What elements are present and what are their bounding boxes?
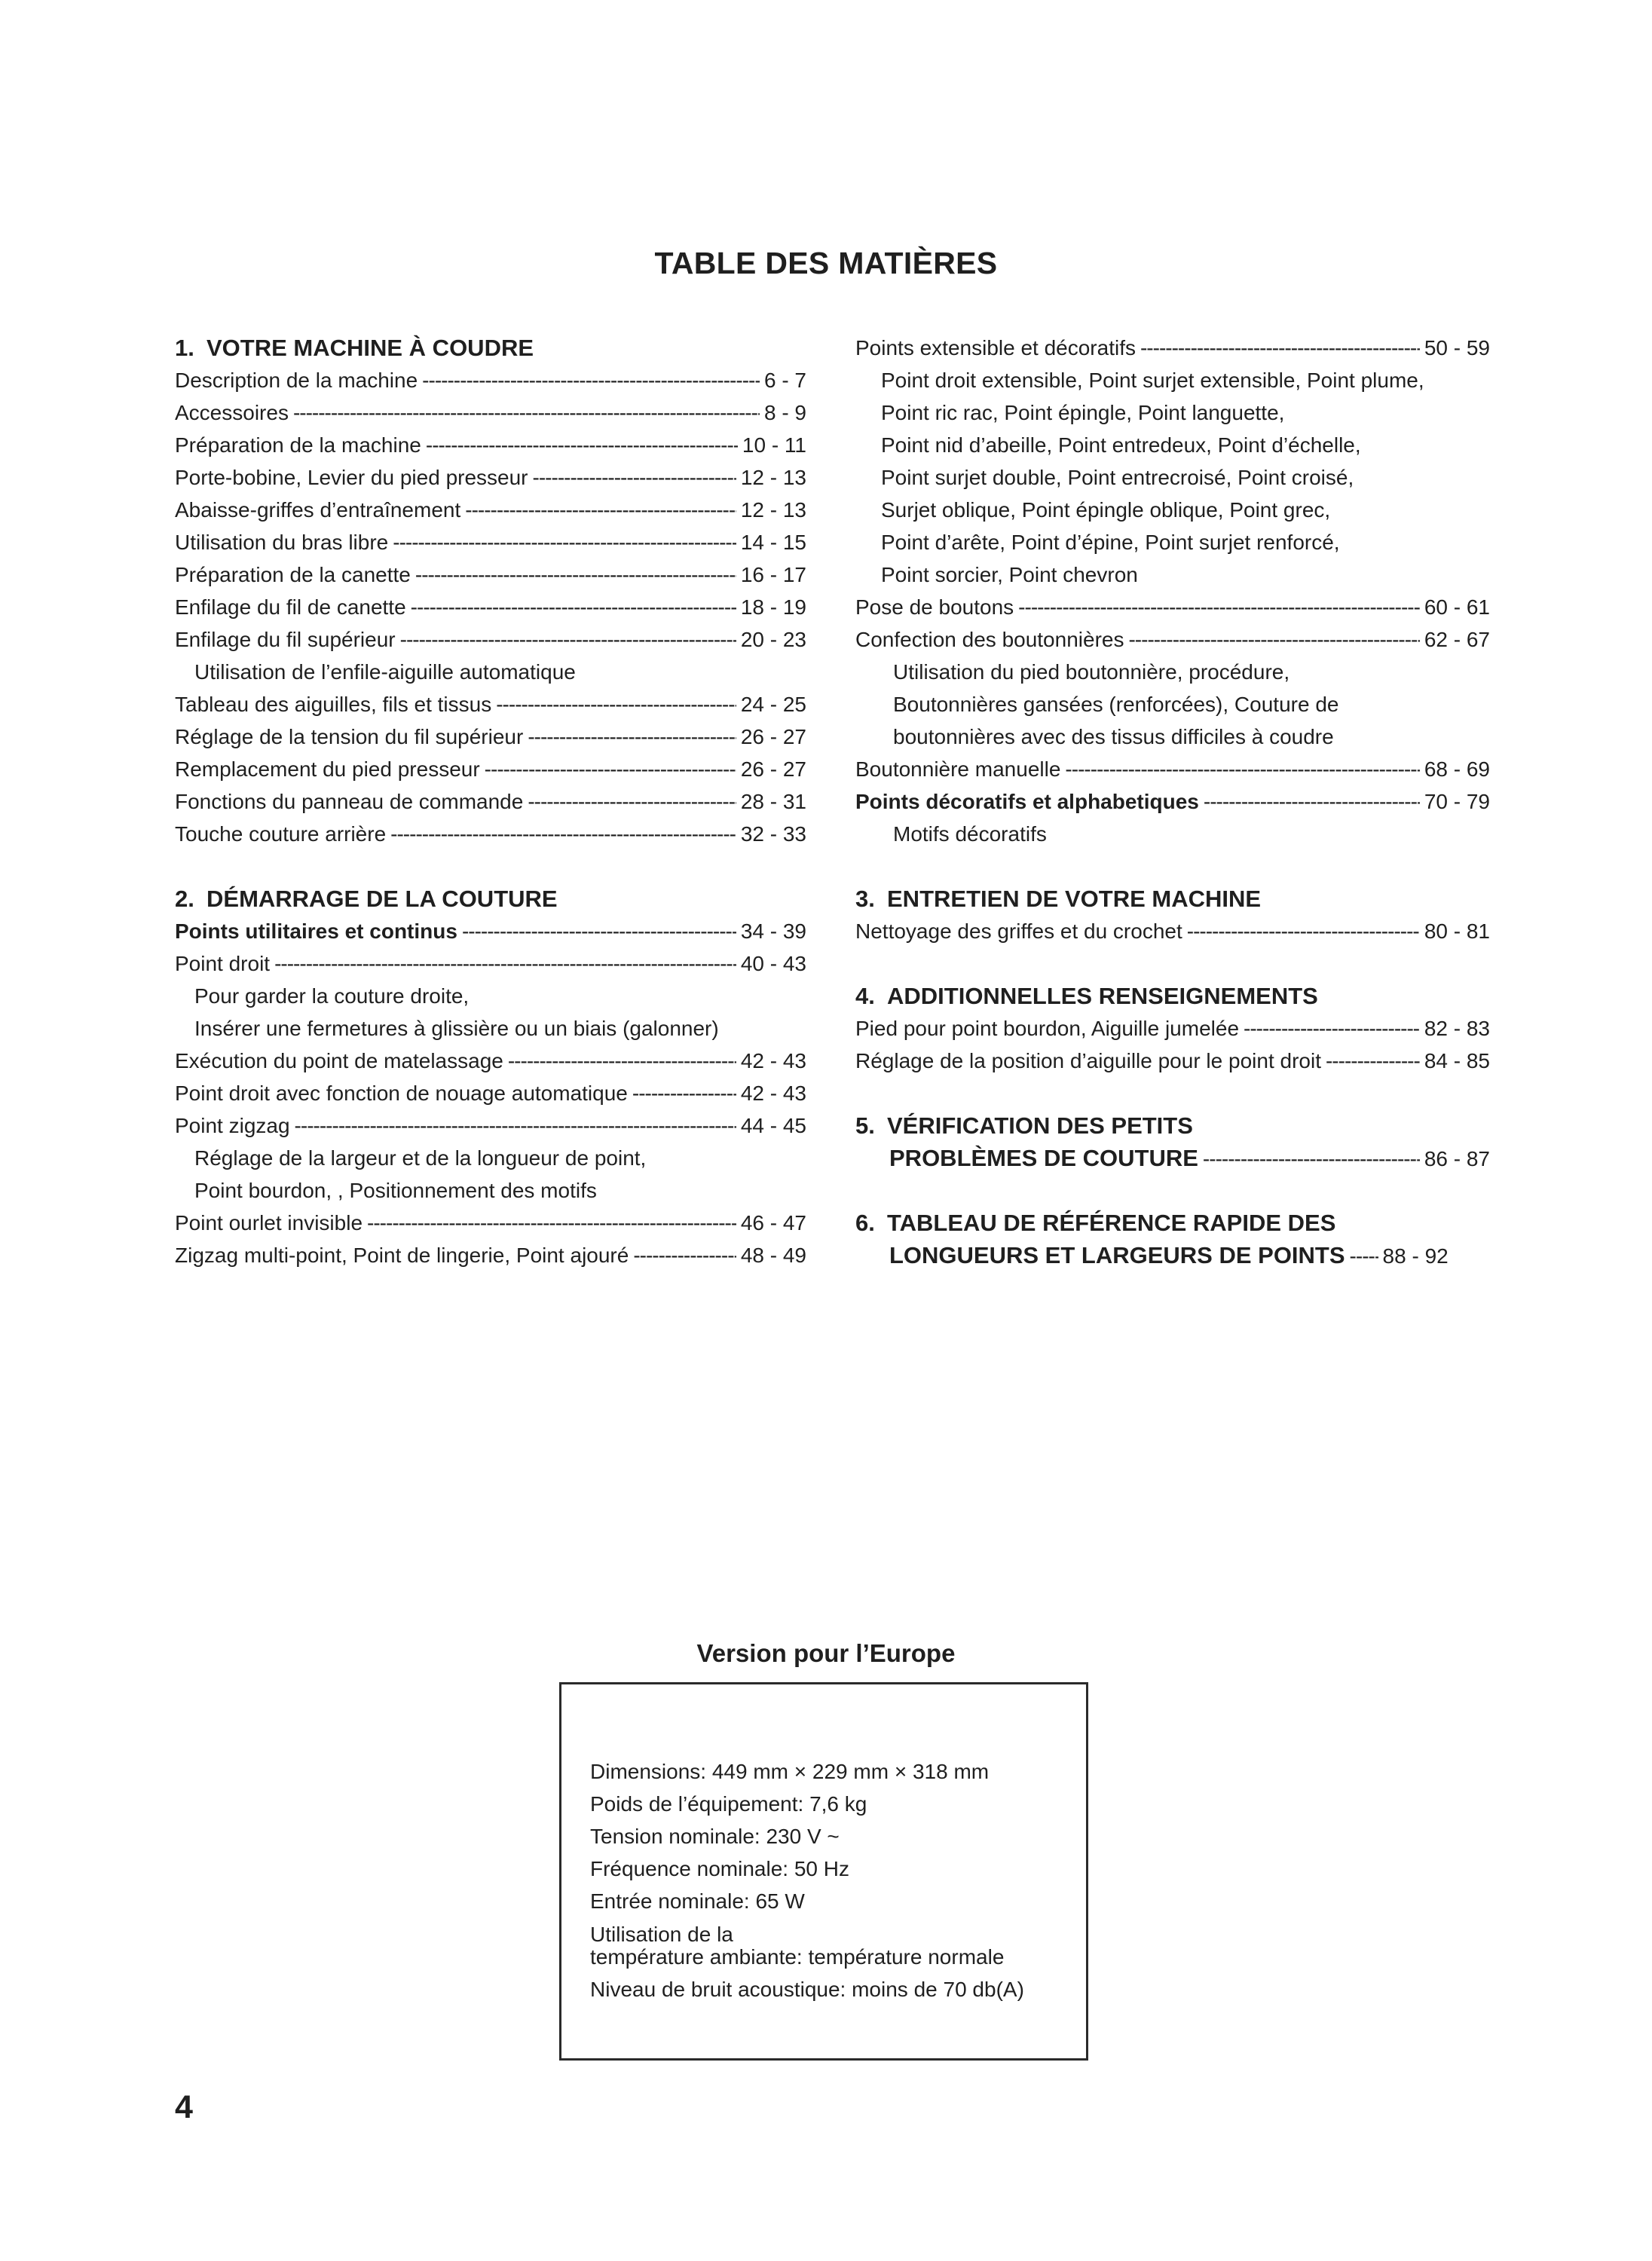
toc-entry[interactable] [175, 721, 806, 753]
subentry-text: Point surjet double, Point entrecroisé, Point croisé, [881, 466, 1354, 489]
entry-title: Touche couture arrière [175, 822, 387, 846]
entry-title: Tableau des aiguilles, fils et tissus [175, 693, 492, 716]
dot-leader [1350, 1240, 1378, 1271]
spacer [855, 850, 1490, 883]
subentry-text: Point sorcier, Point chevron [881, 563, 1138, 586]
spacer [855, 1174, 1490, 1207]
subentry-text: Insérer une fermetures à glissière ou un biais (galonner) [194, 1017, 719, 1040]
toc-entry[interactable] [855, 915, 1490, 947]
entry-pages: 82 - 83 [1424, 1017, 1490, 1040]
spec-noise: Niveau de bruit acoustique: moins de 70 db(A) [590, 1978, 1024, 2001]
entry-pages: 86 - 87 [1424, 1147, 1490, 1170]
entry-title: Utilisation du bras libre [175, 531, 389, 554]
toc-subentry [855, 526, 1490, 558]
spec-box [559, 1682, 1088, 2061]
dot-leader [1140, 332, 1420, 364]
entry-pages: 46 - 47 [740, 1211, 806, 1235]
entry-title: Préparation de la canette [175, 563, 411, 586]
toc-subentry [175, 1142, 806, 1174]
toc-entry[interactable] [175, 526, 806, 558]
spacer [855, 947, 1490, 980]
entry-title: Point zigzag [175, 1114, 290, 1137]
entry-pages: 26 - 27 [740, 725, 806, 748]
dot-leader [633, 1239, 736, 1271]
toc-entry[interactable] [855, 785, 1490, 818]
toc-entry[interactable] [175, 396, 806, 429]
entry-pages: 62 - 67 [1424, 628, 1490, 651]
dot-leader [465, 494, 736, 526]
dot-leader [1326, 1045, 1420, 1077]
toc-subentry [175, 1174, 806, 1207]
dot-leader [426, 429, 738, 461]
entry-pages: 34 - 39 [740, 919, 806, 943]
dot-leader [411, 591, 736, 623]
section-3-heading [855, 883, 1490, 915]
toc-subentry [855, 688, 1490, 721]
entry-title: Points extensible et décoratifs [855, 336, 1136, 359]
entry-title: Zigzag multi-point, Point de lingerie, Point ajouré [175, 1244, 629, 1267]
toc-entry[interactable] [175, 1109, 806, 1142]
dot-leader [496, 688, 736, 721]
spec-voltage: Tension nominale: 230 V ~ [590, 1825, 840, 1848]
entry-pages: 18 - 19 [740, 595, 806, 619]
dot-leader [1128, 623, 1419, 656]
section-title: VOTRE MACHINE À COUDRE [206, 335, 534, 361]
toc-subentry [855, 396, 1490, 429]
toc-subentry [855, 364, 1490, 396]
entry-title: Points décoratifs et alphabetiques [855, 790, 1199, 813]
entry-pages: 50 - 59 [1424, 336, 1490, 359]
section-number: 3. [855, 886, 875, 912]
dot-leader [295, 1109, 736, 1142]
entry-pages: 32 - 33 [740, 822, 806, 846]
entry-title: Enfilage du fil supérieur [175, 628, 396, 651]
dot-leader [485, 753, 736, 785]
toc-entry[interactable] [175, 364, 806, 396]
entry-title: Point droit [175, 952, 271, 975]
toc-entry[interactable] [855, 753, 1490, 785]
toc-subentry [855, 494, 1490, 526]
toc-subentry [855, 558, 1490, 591]
dot-leader [422, 364, 760, 396]
section-title: ADDITIONNELLES RENSEIGNEMENTS [887, 983, 1318, 1009]
toc-entry[interactable] [175, 753, 806, 785]
subentry-text: Motifs décoratifs [893, 822, 1047, 846]
spec-dimensions: Dimensions: 449 mm × 229 mm × 318 mm [590, 1760, 990, 1783]
toc-entry[interactable] [175, 591, 806, 623]
dot-leader [528, 721, 736, 753]
spec-temperature [590, 1917, 1072, 1973]
subentry-text: Point nid d’abeille, Point entredeux, Point d’échelle, [881, 433, 1361, 457]
spec-temperature-line1: Utilisation de la [590, 1923, 733, 1946]
entry-title: Remplacement du pied presseur [175, 757, 480, 781]
entry-pages: 28 - 31 [740, 790, 806, 813]
entry-pages: 42 - 43 [740, 1049, 806, 1072]
dot-leader [1244, 1012, 1420, 1045]
entry-title: Réglage de la position d’aiguille pour le point droit [855, 1049, 1321, 1072]
entry-title: Enfilage du fil de canette [175, 595, 406, 619]
section-title: VÉRIFICATION DES PETITS [887, 1112, 1193, 1139]
toc-entry[interactable] [175, 1207, 806, 1239]
entry-title: Exécution du point de matelassage [175, 1049, 503, 1072]
toc-entry[interactable] [175, 915, 806, 947]
dot-leader [393, 526, 736, 558]
toc-subentry [175, 656, 806, 688]
section-number: 5. [855, 1112, 875, 1139]
toc-subentry [175, 980, 806, 1012]
entry-title: Réglage de la tension du fil supérieur [175, 725, 524, 748]
entry-pages: 70 - 79 [1424, 790, 1490, 813]
subentry-text: boutonnières avec des tissus difficiles à coudre [893, 725, 1334, 748]
toc-subentry [855, 656, 1490, 688]
section-2-heading [175, 883, 806, 915]
dot-leader [632, 1077, 736, 1109]
section-number: 6. [855, 1210, 875, 1236]
entry-pages: 20 - 23 [740, 628, 806, 651]
dot-leader [1018, 591, 1420, 623]
entry-pages: 88 - 92 [1382, 1244, 1449, 1268]
entry-pages: 44 - 45 [740, 1114, 806, 1137]
entry-title: Point ourlet invisible [175, 1211, 363, 1235]
section-title-continued: PROBLÈMES DE COUTURE [889, 1145, 1198, 1171]
entry-pages: 8 - 9 [763, 401, 806, 424]
entry-pages: 48 - 49 [740, 1244, 806, 1267]
entry-pages: 68 - 69 [1424, 757, 1490, 781]
toc-entry[interactable] [175, 818, 806, 850]
toc-entry[interactable] [175, 494, 806, 526]
toc-entry[interactable] [855, 623, 1490, 656]
subentry-text: Point ric rac, Point épingle, Point languette, [881, 401, 1285, 424]
toc-entry[interactable] [855, 1012, 1490, 1045]
toc-entry[interactable] [175, 947, 806, 980]
toc-entry[interactable] [855, 591, 1490, 623]
section-5-heading [855, 1109, 1490, 1142]
dot-leader [533, 461, 736, 494]
page-title: TABLE DES MATIÈRES [654, 246, 998, 280]
toc-entry[interactable] [855, 332, 1490, 364]
section-title: ENTRETIEN DE VOTRE MACHINE [887, 886, 1262, 912]
entry-title: Pied pour point bourdon, Aiguille jumelée [855, 1017, 1240, 1040]
page-number: 4 [175, 2089, 193, 2125]
entry-pages: 24 - 25 [740, 693, 806, 716]
entry-pages: 16 - 17 [740, 563, 806, 586]
spec-list [590, 1755, 1072, 2006]
toc-entry[interactable] [175, 688, 806, 721]
spacer [175, 850, 806, 883]
section-title-continued: LONGUEURS ET LARGEURS DE POINTS [889, 1242, 1345, 1268]
dot-leader [367, 1207, 736, 1239]
subentry-text: Pour garder la couture droite, [194, 984, 470, 1008]
subentry-text: Point d’arête, Point d’épine, Point surjet renforcé, [881, 531, 1340, 554]
toc-subentry [855, 429, 1490, 461]
toc-entry[interactable] [175, 1045, 806, 1077]
entry-pages: 12 - 13 [740, 498, 806, 522]
entry-pages: 26 - 27 [740, 757, 806, 781]
entry-pages: 60 - 61 [1424, 595, 1490, 619]
dot-leader [400, 623, 736, 656]
spacer [855, 1077, 1490, 1109]
entry-pages: 42 - 43 [740, 1082, 806, 1105]
entry-title: Accessoires [175, 401, 289, 424]
spec-weight: Poids de l’équipement: 7,6 kg [590, 1792, 867, 1816]
entry-title: Boutonnière manuelle [855, 757, 1061, 781]
subentry-text: Réglage de la largeur et de la longueur de point, [194, 1146, 647, 1170]
dot-leader [508, 1045, 736, 1077]
toc-entry[interactable] [855, 1045, 1490, 1077]
entry-title: Pose de boutons [855, 595, 1014, 619]
entry-pages: 10 - 11 [742, 433, 806, 457]
section-4-heading [855, 980, 1490, 1012]
subentry-text: Utilisation du pied boutonnière, procédure, [893, 660, 1290, 684]
subentry-text: Boutonnières gansées (renforcées), Couture de [893, 693, 1339, 716]
entry-pages: 14 - 15 [740, 531, 806, 554]
dot-leader [274, 947, 736, 980]
dot-leader [1203, 1143, 1420, 1174]
toc-entry[interactable] [175, 461, 806, 494]
section-number: 1. [175, 335, 194, 361]
dot-leader [462, 915, 736, 947]
toc-left-column [175, 332, 806, 1271]
dot-leader [1065, 753, 1419, 785]
toc-subentry [855, 461, 1490, 494]
entry-title: Porte-bobine, Levier du pied presseur [175, 466, 528, 489]
section-number: 2. [175, 886, 194, 912]
spec-input: Entrée nominale: 65 W [590, 1889, 805, 1913]
entry-title: Points utilitaires et continus [175, 919, 457, 943]
dot-leader [1187, 915, 1420, 947]
section-6-heading [855, 1207, 1490, 1239]
section-title: DÉMARRAGE DE LA COUTURE [206, 886, 558, 912]
entry-title: Abaisse-griffes d’entraînement [175, 498, 461, 522]
toc-entry[interactable] [175, 1239, 806, 1271]
dot-leader [415, 558, 736, 591]
toc-subentry [855, 721, 1490, 753]
entry-pages: 40 - 43 [740, 952, 806, 975]
dot-leader [1204, 785, 1420, 818]
subentry-text: Point droit extensible, Point surjet extensible, Point plume, [881, 369, 1424, 392]
entry-title: Fonctions du panneau de commande [175, 790, 524, 813]
spec-temperature-line2: température ambiante: température normale [590, 1945, 1005, 1969]
entry-pages: 80 - 81 [1424, 919, 1490, 943]
section-number: 4. [855, 983, 875, 1009]
entry-pages: 84 - 85 [1424, 1049, 1490, 1072]
toc-entry[interactable] [855, 1239, 1490, 1271]
subentry-text: Point bourdon, , Positionnement des motifs [194, 1179, 597, 1202]
entry-pages: 6 - 7 [763, 369, 806, 392]
dot-leader [390, 818, 736, 850]
toc-entry[interactable] [175, 785, 806, 818]
europe-version-title: Version pour l’Europe [696, 1639, 956, 1667]
entry-title: Confection des boutonnières [855, 628, 1124, 651]
dot-leader [293, 396, 760, 429]
toc-entry[interactable] [175, 1077, 806, 1109]
toc-entry[interactable] [855, 1142, 1490, 1174]
subentry-text: Utilisation de l’enfile-aiguille automatique [194, 660, 576, 684]
entry-title: Description de la machine [175, 369, 418, 392]
toc-right-column [855, 332, 1490, 1271]
entry-pages: 12 - 13 [740, 466, 806, 489]
entry-title: Point droit avec fonction de nouage automatique [175, 1082, 628, 1105]
toc-entry[interactable] [175, 623, 806, 656]
section-1-heading [175, 332, 806, 364]
entry-title: Nettoyage des griffes et du crochet [855, 919, 1182, 943]
toc-subentry [855, 818, 1490, 850]
dot-leader [528, 785, 736, 818]
entry-title: Préparation de la machine [175, 433, 421, 457]
section-title: TABLEAU DE RÉFÉRENCE RAPIDE DES [887, 1210, 1336, 1236]
toc-entry[interactable] [175, 558, 806, 591]
spec-frequency: Fréquence nominale: 50 Hz [590, 1857, 849, 1880]
toc-subentry [175, 1012, 806, 1045]
subentry-text: Surjet oblique, Point épingle oblique, Point grec, [881, 498, 1331, 522]
toc-entry[interactable] [175, 429, 806, 461]
